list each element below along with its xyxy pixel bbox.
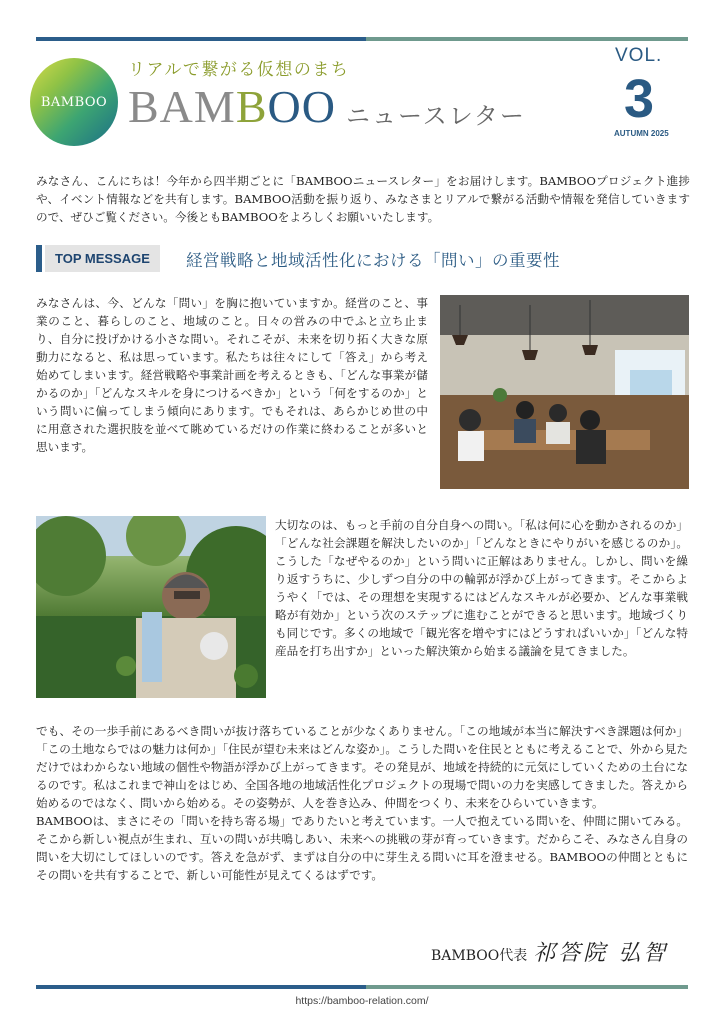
garden-photo	[36, 516, 266, 698]
brand-part-2: B	[235, 81, 268, 132]
garden-illustration	[36, 516, 266, 698]
bamboo-logo	[30, 58, 118, 146]
signature-name: 祁答院 弘智	[533, 941, 669, 966]
article-paragraph-4: BAMBOOは、まさにその「問いを持ち寄る場」でありたいと考えています。一人で抱えている問いを、仲間に開いてみる。そこから新しい視点が生まれ、互いの問いが共鳴しあい、未来への挑戦の芽が育っていきます。だからこそ、みなさん自身の問いを大切にしてほしいのです。答えを急がず、まずは自分の中に芽生える問いに耳を澄ませる。BAMBOOの仲間とともにその問いを共有することで、新しい可能性が見えてくるはずです。	[36, 814, 689, 882]
article-paragraph-1: みなさんは、今、どんな「問い」を胸に抱いていますか。経営のこと、事業のこと、暮らしのこと、地域のこと。日々の営みの中でふと立ち止まり、自分に投げかける小さな問い。それこそが、未来を切り拓く大きな原動力になると、私は思っています。私たちは往々にして「答え」から考え始めてしまいます。経営戦略や事業計画を考えるときも、「どんな事業が儲かるのか」「どんなスキルを身につけるべきか」という「何をするのか」という問いに偏ってしまう傾向にあります。でもそれは、あらかじめ世の中に用意された選択肢を並べて眺めているだけの作業に終わることが多いと思います。	[36, 296, 428, 454]
top-rule-green	[366, 37, 688, 41]
intro-paragraph: みなさん、こんにちは！今年から四半期ごとに「BAMBOOニュースレター」をお届けします。BAMBOOプロジェクト進捗や、イベント情報などを共有します。BAMBOO活動を振り返り、みなさまとリアルで繋がる活動や情報を発信していきますので、ぜひご覧ください。今後ともBAMBOOをよろしくお願いいたします。	[36, 174, 690, 224]
meeting-illustration	[440, 295, 689, 489]
brand-part-3: OO	[267, 81, 336, 132]
bottom-rule-blue	[36, 985, 366, 989]
season-label: AUTUMN 2025	[614, 129, 669, 138]
section-marker	[36, 245, 42, 272]
vol-number: 3	[624, 69, 655, 129]
article-paragraph-2: 大切なのは、もっと手前の自分自身への問い。「私は何に心を動かされるのか」「どんな社会課題を解決したいのか」「どんなときにやりがいを感じるのか」。こうした「なぜやるのか」という問いに正解はありません。しかし、問いを繰り返すうちに、少しずつ自分の中の輪郭が浮かび上がってきます。そこからようやく「では、その理想を実現するにはどんなスキルが必要か、どんな事業戦略が有効か」という次のステップに進むことができると思います。地域づくりも同じです。多くの地域で「観光客を増やすにはどうすればいいか」「どんな特産品を打ち出すか」といった解決策から始まる議論を見てきました。	[275, 518, 688, 658]
meeting-photo	[440, 295, 689, 489]
top-message-title: 経営戦略と地域活性化における「問い」の重要性	[186, 251, 560, 270]
signature	[431, 936, 668, 967]
article-paragraphs-3-4	[36, 722, 688, 884]
top-rule-blue	[36, 37, 366, 41]
logo-text: BAMBOO	[40, 94, 108, 110]
bottom-rule-green	[366, 985, 688, 989]
brand-part-1: BAM	[128, 81, 236, 132]
vol-label: VOL.	[615, 45, 663, 66]
article-paragraph-3: でも、その一歩手前にあるべき問いが抜け落ちていることが少なくありません。「この地域が本当に解決すべき課題は何か」「この土地ならではの魅力は何か」「住民が望む未来はどんな姿か」。こうした問いを住民とともに考えることで、外から見ただけではわからない地域の個性や物語が浮かび上がってきます。その発見が、地域を持続的に元気にしていくための土台になるのです。私はこれまで神山をはじめ、全国各地の地域活性化プロジェクトの現場で問いの力を実感してきました。答えから始めるのではなく、問いから始める。その姿勢が、人を巻き込み、仲間をつくり、未来をひらいていきます。	[36, 724, 688, 810]
top-message-badge: TOP MESSAGE	[45, 245, 160, 272]
footer-url[interactable]: https://bamboo-relation.com/	[295, 995, 429, 1007]
brand-title	[128, 80, 336, 133]
newsletter-subtitle: ニュースレター	[346, 102, 526, 130]
signature-title: BAMBOO代表	[431, 948, 528, 964]
tagline: リアルで繋がる仮想のまち	[128, 60, 350, 80]
